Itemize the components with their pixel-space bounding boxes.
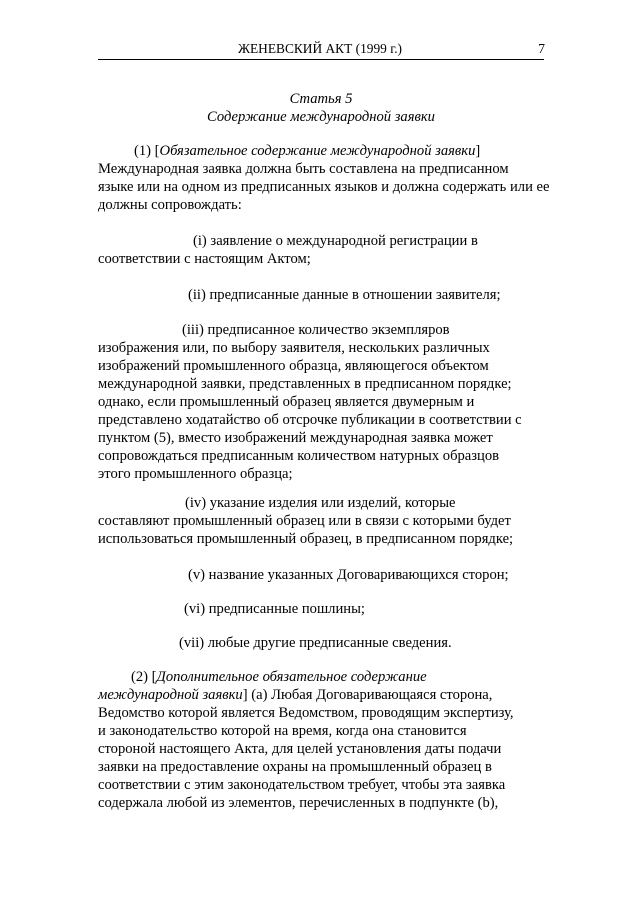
- article-title: Содержание международной заявки: [207, 109, 435, 125]
- paragraph-2-line: и законодательство которой на время, когда она становится: [98, 723, 467, 739]
- item-vi-lead: (vi) предписанные пошлины;: [184, 601, 365, 617]
- item-iii-line: изображений промышленного образца, являющегося объектом: [98, 358, 489, 374]
- item-iii-line: представлено ходатайство об отсрочке публикации в соответствии с: [98, 412, 522, 428]
- paragraph-1-heading-close: ]: [475, 143, 481, 159]
- item-iii-line: изображения или, по выбору заявителя, нескольких различных: [98, 340, 490, 356]
- item-i-line: соответствии с настоящим Актом;: [98, 251, 311, 267]
- paragraph-2-heading-cont: международной заявки: [98, 687, 243, 703]
- item-v: [98, 566, 546, 584]
- item-iv-lead: (iv) указание изделия или изделий, которые: [185, 495, 456, 511]
- paragraph-1-line: языке или на одном из предписанных языков и должна содержать или ее: [98, 179, 550, 195]
- paragraph-1-line: должны сопровождать:: [98, 197, 242, 213]
- item-iv: [98, 494, 546, 548]
- paragraph-1-heading: Обязательное содержание международной заявки: [159, 143, 476, 159]
- item-vii-lead: (vii) любые другие предписанные сведения.: [179, 635, 452, 651]
- item-v-lead: (v) название указанных Договаривающихся сторон;: [188, 567, 509, 583]
- paragraph-1-line: Международная заявка должна быть составлена на предписанном: [98, 161, 509, 177]
- item-iv-line: составляют промышленный образец или в связи с которыми будет: [98, 513, 511, 529]
- item-iii-lead: (iii) предписанное количество экземпляров: [182, 322, 450, 338]
- paragraph-2-heading-line: [98, 668, 546, 686]
- paragraph-2-line: содержала любой из элементов, перечисленных в подпункте (b),: [98, 795, 499, 811]
- paragraph-2-heading: Дополнительное обязательное содержание: [156, 669, 427, 685]
- item-ii: [98, 286, 546, 304]
- paragraph-2-line: стороной настоящего Акта, для целей установления даты подачи: [98, 741, 502, 757]
- item-iii-line: однако, если промышленный образец является двумерным и: [98, 394, 475, 410]
- paragraph-1: [98, 142, 550, 214]
- item-i-lead: (i) заявление о международной регистрации в: [193, 233, 478, 249]
- item-ii-lead: (ii) предписанные данные в отношении заявителя;: [188, 287, 501, 303]
- paragraph-2-line: соответствии с этим законодательством требует, чтобы эта заявка: [98, 777, 506, 793]
- running-header-title: ЖЕНЕВСКИЙ АКТ (1999 г.): [237, 41, 402, 56]
- paragraph-2-number: (2) [: [131, 669, 157, 685]
- paragraph-1-number: (1) [: [134, 143, 160, 159]
- item-iii-line: международной заявки, представленных в предписанном порядке;: [98, 376, 512, 392]
- header-divider: [98, 59, 544, 60]
- item-vii: [98, 634, 546, 652]
- item-iii-line: сопровождаться предписанным количеством натурных образцов: [98, 448, 500, 464]
- item-iii-line: этого промышленного образца;: [98, 466, 293, 482]
- paragraph-2-subpoint-a: ] (a) Любая Договаривающаяся сторона,: [242, 687, 493, 703]
- item-i: [98, 232, 546, 268]
- paragraph-2-line: заявки на предоставление охраны на промышленный образец в: [98, 759, 492, 775]
- paragraph-1-heading-line: [98, 142, 546, 160]
- article-number: Статья 5: [289, 91, 353, 107]
- page-number: 7: [538, 41, 545, 56]
- item-vi: [98, 600, 546, 618]
- paragraph-2-line: Ведомство которой является Ведомством, проводящим экспертизу,: [98, 705, 514, 721]
- item-iii: [98, 321, 546, 483]
- paragraph-2-heading-line-2: [98, 686, 546, 704]
- item-iii-line: пунктом (5), вместо изображений международная заявка может: [98, 430, 493, 446]
- paragraph-2: [98, 668, 546, 812]
- item-iv-line: использоваться промышленный образец, в предписанном порядке;: [98, 531, 514, 547]
